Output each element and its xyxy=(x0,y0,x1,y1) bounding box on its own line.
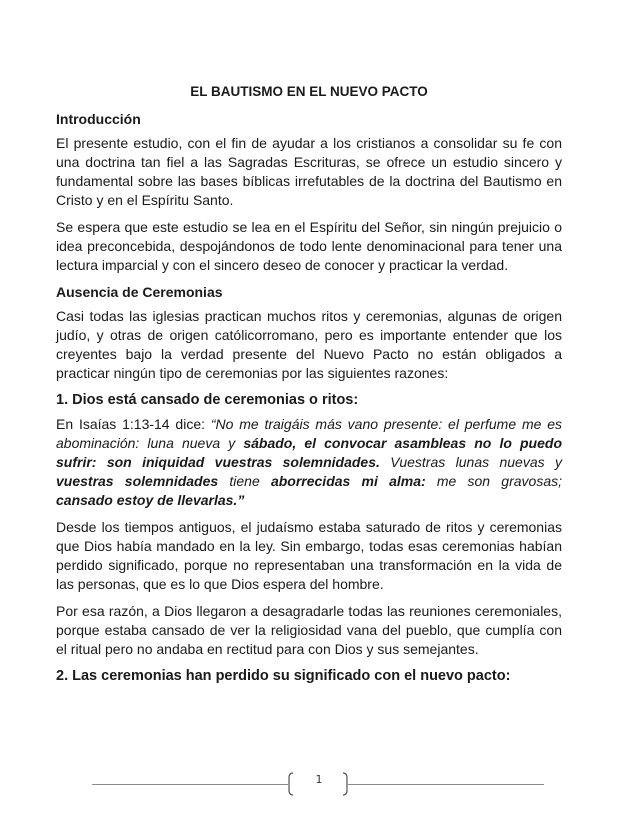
document-title: EL BAUTISMO EN EL NUEVO PACTO xyxy=(190,84,428,99)
quote-lead: En Isaías 1:13-14 dice: xyxy=(56,416,211,432)
paragraph-point1-3: Por esa razón, a Dios llegaron a desagradarle todas las reuniones ceremoniales, porque estaba cansado de ver la religiosidad vana del pueblo, que cumplía con el ritual pero no andaba en rectitud para con Dios y sus semejantes. xyxy=(56,603,562,657)
heading-point-1: 1. Dios está cansado de ceremonias o ritos: xyxy=(56,392,359,408)
paragraph-ceremonias-1: Casi todas las iglesias practican muchos ritos y ceremonias, algunas de origen judío, y otras de origen católicorromano, pero es importante entender que los creyentes bajo la verdad presente del Nuevo Pacto no están obligados a practicar ningún tipo de ceremonias por las siguientes razones: xyxy=(56,308,562,381)
paragraph-isaias-quote xyxy=(56,415,562,510)
left-bracket-icon xyxy=(288,772,294,796)
quote-segment-8: cansado estoy de llevarlas.” xyxy=(56,492,245,508)
page-footer xyxy=(0,768,638,798)
paragraph-point1-2: Desde los tiempos antiguos, el judaísmo estaba saturado de ritos y ceremonias que Dios había mandado en la ley. Sin embargo, todas esas ceremonias habían perdido significado, porque no representaban una transformación en la vida de las personas, que es lo que Dios espera del hombre. xyxy=(56,519,562,592)
quote-segment-6: aborrecidas mi alma: xyxy=(270,473,426,489)
paragraph-intro-1: El presente estudio, con el fin de ayudar a los cristianos a consolidar su fe con una doctrina tan fiel a las Sagradas Escrituras, se ofrece un estudio sincero y fundamental sobre las bases bíblicas irrefutables de la doctrina del Bautismo en Cristo y en el Espíritu Santo. xyxy=(56,135,562,208)
quote-segment-4: vuestras solemnidades xyxy=(56,473,219,489)
quote-segment-3: Vuestras lunas nuevas y xyxy=(379,454,562,470)
quote-segment-7: me son gravosas; xyxy=(425,473,562,489)
quote-segment-5: tiene xyxy=(218,473,271,489)
footer-rule-right xyxy=(348,784,544,785)
heading-point-2: 2. Las ceremonias han perdido su significado con el nuevo pacto: xyxy=(56,668,511,684)
quote-segment-1: “No me traigáis más vano presente: el perfume me es abominación: luna nueva y xyxy=(56,416,562,451)
document-body xyxy=(56,84,562,691)
paragraph-intro-2: Se espera que este estudio se lea en el Espíritu del Señor, sin ningún prejuicio o idea preconcebida, despojándonos de todo lente denominacional para tener una lectura imparcial y con el sincero deseo de conocer y practicar la verdad. xyxy=(56,219,562,273)
quote-segment-2: sábado, el convocar asambleas no lo puedo sufrir: son iniquidad vuestras solemnidades. xyxy=(56,435,562,470)
footer-rule-left xyxy=(92,784,288,785)
heading-introduccion: Introducción xyxy=(56,111,141,127)
heading-ausencia-ceremonias: Ausencia de Ceremonias xyxy=(56,284,223,300)
page-number: 1 xyxy=(315,773,323,786)
